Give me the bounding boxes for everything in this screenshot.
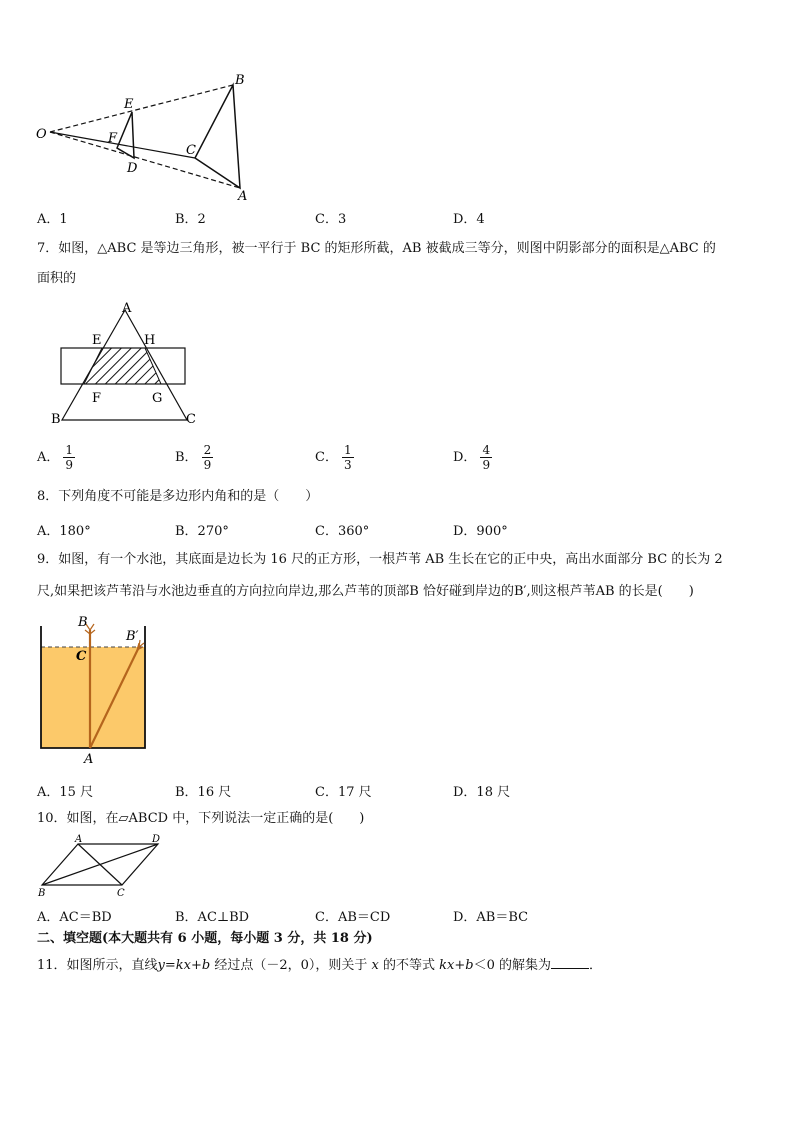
label-F: F xyxy=(92,391,102,406)
q6-option-a: A．1 xyxy=(37,212,68,227)
q10-option-a: A．AC＝BD xyxy=(37,910,112,925)
q8-option-c: C．360° xyxy=(315,524,370,539)
q10-option-d: D．AB＝BC xyxy=(453,910,529,925)
q8-option-b: B．270° xyxy=(175,524,229,539)
q7-option-a: A． $\frac{1}{9}$ xyxy=(37,443,74,472)
label-D: D xyxy=(127,161,138,176)
label-H: H xyxy=(144,333,156,348)
q9-option-c: C．17 尺 xyxy=(315,785,372,800)
q7-stem-line1: 7．如图，△ABC 是等边三角形，被一平行于 BC 的矩形所截，AB 被截成三等分，则图中阴影部分的面积是△ABC 的 xyxy=(37,241,716,256)
label-A: A xyxy=(84,752,94,767)
q6-option-d: D．4 xyxy=(453,212,485,227)
figure-q9 xyxy=(34,612,154,767)
label-B-prime: B′ xyxy=(126,629,139,644)
water-area xyxy=(41,647,145,748)
label-A: A xyxy=(75,834,83,845)
q8-stem: 8．下列角度不可能是多边形内角和的是（ ） xyxy=(37,489,319,504)
label-A: A xyxy=(122,302,132,316)
label-F: F xyxy=(108,131,118,146)
answer-blank[interactable] xyxy=(551,956,589,969)
section-2-heading: 二、填空题(本大题共有 6 小题，每小题 3 分，共 18 分) xyxy=(37,931,373,946)
q11-expr-line: y=kx+b xyxy=(157,958,211,973)
label-D: D xyxy=(152,834,161,845)
q7-option-d: D． $\frac{4}{9}$ xyxy=(453,443,491,472)
q10-stem: 10．如图，在▱ABCD 中，下列说法一定正确的是( ) xyxy=(37,811,365,826)
label-G: G xyxy=(152,391,163,406)
q10-option-b: B．AC⊥BD xyxy=(175,910,250,925)
q8-option-a: A．180° xyxy=(37,524,91,539)
q6-option-c: C．3 xyxy=(315,212,347,227)
q11-stem: 11．如图所示，直线y=kx+b 经过点（－2，0），则关于 x 的不等式 kx+b＜0 的解集为 ． xyxy=(37,958,602,973)
figure-q6 xyxy=(30,70,260,205)
label-B: B xyxy=(78,615,88,630)
label-B: B xyxy=(235,73,245,88)
q9-option-d: D．18 尺 xyxy=(453,785,511,800)
figure-q10 xyxy=(34,832,164,900)
label-B: B xyxy=(38,888,46,899)
q7-stem-line2: 面积的 xyxy=(37,271,77,286)
q9-stem-line2: 尺,如果把该芦苇沿与水池边垂直的方向拉向岸边,那么芦苇的顶部B 恰好碰到岸边的B′,则这根芦苇AB 的长是( ) xyxy=(37,584,694,599)
q6-option-b: B．2 xyxy=(175,212,206,227)
label-C: C xyxy=(186,143,196,158)
label-C: C xyxy=(186,412,196,427)
q7-option-c: C． $\frac{1}{3}$ xyxy=(315,443,352,472)
label-C: C xyxy=(117,888,125,899)
q8-option-d: D．900° xyxy=(453,524,508,539)
label-A: A xyxy=(238,189,248,204)
q9-stem-line1: 9．如图，有一个水池，其底面是边长为 16 尺的正方形，一根芦苇 AB 生长在它的正中央，高出水面部分 BC 的长为 2 xyxy=(37,552,723,567)
label-O: O xyxy=(36,127,47,142)
label-E: E xyxy=(92,333,102,348)
q9-option-b: B．16 尺 xyxy=(175,785,232,800)
label-C: C xyxy=(76,649,87,664)
q10-option-c: C．AB＝CD xyxy=(315,910,391,925)
figure-q7 xyxy=(48,302,208,432)
label-E: E xyxy=(124,97,134,112)
q9-option-a: A．15 尺 xyxy=(37,785,94,800)
label-B: B xyxy=(51,412,61,427)
q7-option-b: B． $\frac{2}{9}$ xyxy=(175,443,212,472)
